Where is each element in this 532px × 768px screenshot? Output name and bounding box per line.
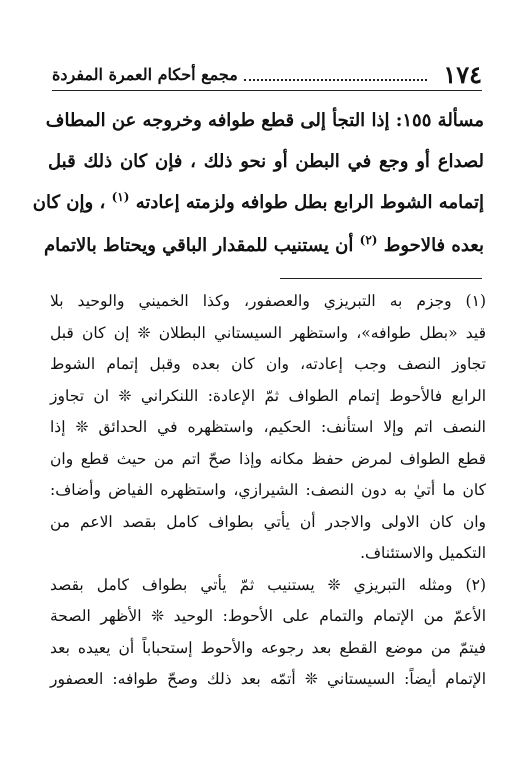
footnote-line: كان ما أتيٰ به دون النصف: الشيرازي، واستظهره الفياض وأضاف: [50, 481, 486, 499]
footnote-line: (٢) ومثله التبريزي ❊ يستنيب ثمّ يأتي بطواف كامل بقصد [50, 575, 486, 594]
footnote-line: فيتمّ من موضع القطع بعد رجوعه والأحوط إستحباباً أن يعيده بعد [50, 638, 486, 657]
footnote-marker-1[interactable]: (١) [111, 190, 130, 204]
footnotes [50, 286, 486, 696]
header-divider [52, 90, 482, 91]
footnote-line: (١) وجزم به التبريزي والعصفور، وكذا الخميني والوحيد بلا [50, 292, 486, 310]
footnote-line: وان كان الاولى والاجدر أن يأتي بطواف كامل بقصد الاعم من [50, 512, 486, 531]
footnote-line: قطع الطواف لمرض حفظ مكانه وإذا صحّ اتم من حيث قطع وان [50, 449, 486, 468]
main-line: مسألة ١٥٥: إذا التجأ إلى قطع طوافه وخروجه عن المطاف [45, 110, 484, 131]
footnote-line: التكميل والاستئناف. [360, 544, 486, 562]
main-line: لصداع أو وجع في البطن أو نحو ذلك ، فإن كان ذلك قبل [48, 151, 484, 172]
main-text [32, 100, 484, 268]
footnote-line: النصف اتم وإلا استأنف: الحكيم، واستظهره في الحدائق ❊ إذا [50, 418, 486, 436]
footnote-line: قيد «بطل طوافه»، واستظهر السيستاني البطلان ❊ إن كان قبل [50, 323, 486, 342]
page-header [52, 56, 482, 92]
footnote-divider [280, 278, 482, 279]
main-line-text: بعده فالاحوط [383, 235, 484, 256]
main-line-text: ، وإن كان [32, 192, 106, 213]
main-line-text: أن يستنيب للمقدار الباقي ويحتاط بالاتمام [43, 235, 354, 256]
page-number: ١٧٤ [443, 59, 482, 89]
main-line [43, 225, 484, 268]
footnote-line: الأعمّ من الإتمام والتمام على الأحوط: الوحيد ❊ الأظهر الصحة [50, 607, 486, 625]
footnote-line: تجاوز النصف وجب إعادته، وان كان بعده وقبل إتمام الشوط [50, 355, 486, 373]
footnote-marker-2[interactable]: (٢) [359, 233, 378, 247]
main-line [32, 182, 484, 225]
running-title: مجمع أحكام العمرة المفردة [52, 64, 238, 84]
dotted-leader [244, 79, 428, 81]
main-line-text: إتمامه الشوط الرابع بطل طوافه ولزمته إعادته [135, 192, 484, 213]
footnote-line: الرابع فالأحوط إتمام الطواف ثمّ الإعادة: اللنكراني ❊ ان تجاوز [50, 386, 486, 405]
footnote-line: الإتمام أيضاً: السيستاني ❊ أتمّه بعد ذلك وصحّ طوافه: العصفور [50, 670, 486, 688]
